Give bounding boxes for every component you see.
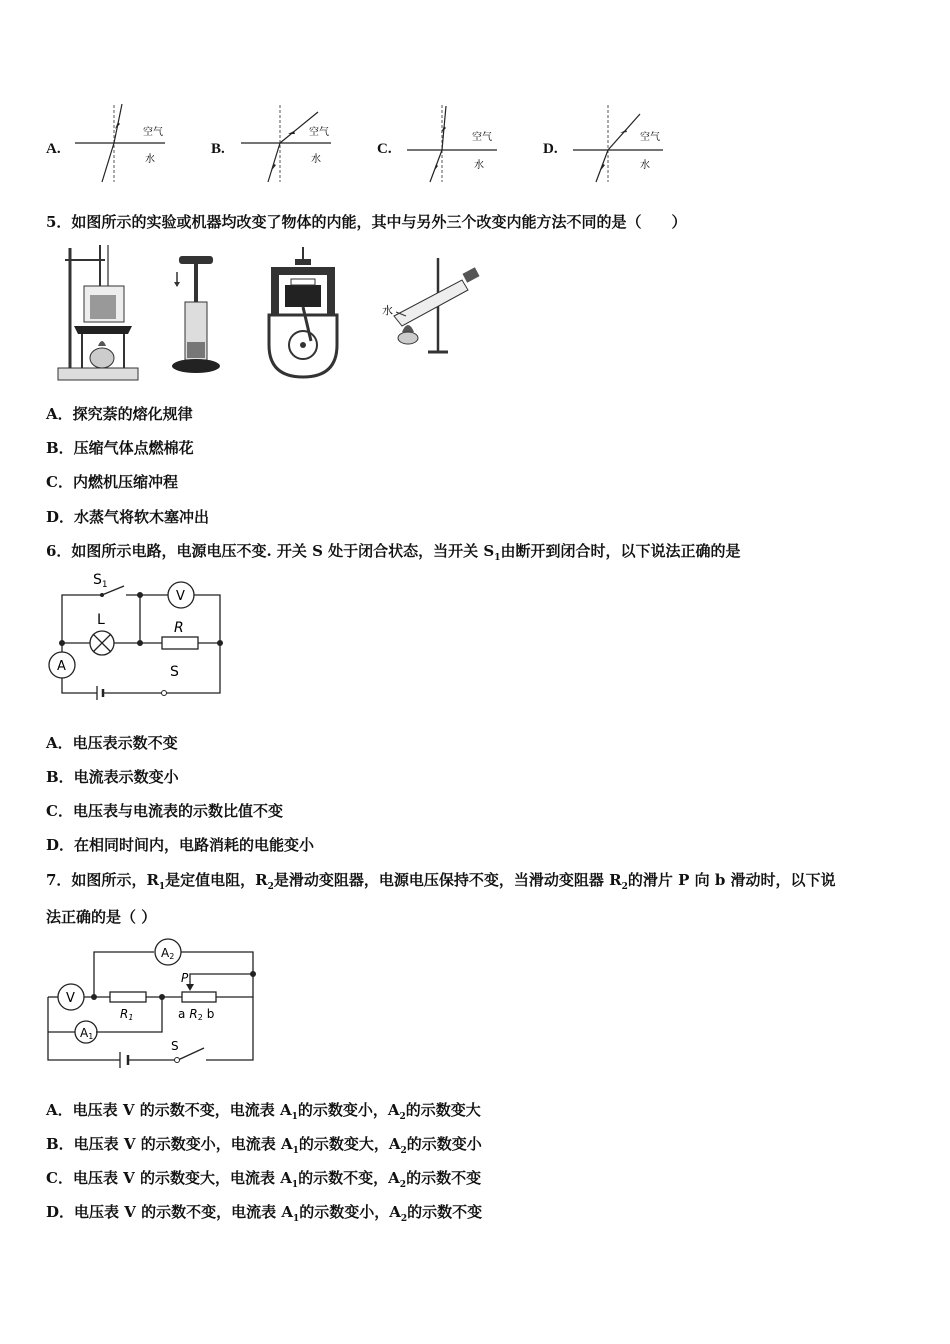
- q5-stem: 5．如图所示的实验或机器均改变了物体的内能，其中与另外三个改变内能方法不同的是（ ）: [46, 213, 687, 231]
- q4-option-a-diagram: [70, 100, 170, 185]
- q7-b-p4: 的示数变小: [406, 1135, 482, 1153]
- q7-d-p3: 2: [400, 1214, 408, 1224]
- q7-b-p2: 的示数变大，A: [298, 1135, 401, 1153]
- q5-water-label: 水: [382, 304, 393, 317]
- q6-s1-label: [93, 572, 108, 590]
- q6-voltmeter-label: V: [176, 589, 185, 604]
- q4-a-air-label: 空气: [143, 127, 163, 138]
- q6-option-c[interactable]: C．电压表与电流表的示数比值不变: [46, 802, 283, 820]
- q7-stem-p4: 是滑动变阻器，电源电压保持不变，当滑动变阻器 R: [273, 871, 622, 889]
- q6-ammeter-label: A: [57, 659, 66, 674]
- q7-r1-label: [120, 1007, 133, 1022]
- q7-slider-p-label: P: [181, 971, 189, 985]
- q6-circuit-diagram: [42, 568, 232, 703]
- q7-circuit-diagram: [40, 936, 265, 1068]
- q4-option-a-letter: A.: [46, 141, 61, 157]
- q7-b-p3: 2: [400, 1146, 407, 1156]
- q4-option-d-diagram: [568, 100, 668, 185]
- q7-voltmeter-label: V: [66, 991, 75, 1006]
- q7-r2-letter: R: [189, 1007, 198, 1021]
- q7-option-b[interactable]: [46, 1133, 482, 1156]
- q5-option-c[interactable]: C．内燃机压缩冲程: [46, 473, 178, 491]
- q4-option-d-letter: D.: [543, 141, 558, 157]
- q6-stem: [46, 540, 741, 563]
- q6-stem-part-a: 6．如图所示电路，电源电压不变. 开关 S 处于闭合状态，当开关 S: [46, 542, 495, 560]
- q4-option-c-diagram: [402, 100, 502, 185]
- q5-figure-engine-cylinder: [265, 245, 340, 380]
- q7-c-p2: 的示数不变，A: [298, 1169, 400, 1187]
- q4-d-air-label: 空气: [640, 132, 660, 143]
- q7-stem-line2: 法正确的是（ ）: [46, 908, 157, 926]
- q4-c-air-label: 空气: [472, 132, 492, 143]
- q7-c-p0: C．电压表 V 的示数变大，电流表 A: [46, 1169, 292, 1187]
- q4-c-water-label: 水: [474, 160, 484, 171]
- q5-option-b[interactable]: B．压缩气体点燃棉花: [46, 439, 194, 457]
- q6-s1-sub: 1: [101, 580, 108, 590]
- q7-a1-letter: A: [80, 1026, 89, 1040]
- q5-figure-steam-tube: [378, 250, 488, 360]
- q7-a1-sub: 1: [88, 1032, 94, 1041]
- q7-b-p0: B．电压表 V 的示数变小，电流表 A: [46, 1135, 293, 1153]
- q4-b-water-label: 水: [311, 154, 321, 165]
- q7-r1-letter: R: [120, 1007, 129, 1021]
- q4-a-water-label: 水: [145, 154, 155, 165]
- q5-option-d[interactable]: D．水蒸气将软木塞冲出: [46, 508, 210, 526]
- q7-r2-label: [178, 1007, 214, 1022]
- q7-r2-sub: 2: [197, 1013, 203, 1022]
- q7-a-p1: 1: [291, 1112, 298, 1122]
- q6-option-a[interactable]: A．电压表示数不变: [46, 734, 178, 752]
- q7-stem-line1: [46, 869, 836, 892]
- q4-d-water-label: 水: [640, 160, 650, 171]
- q7-option-d[interactable]: [46, 1201, 482, 1224]
- q6-option-b[interactable]: B．电流表示数变小: [46, 768, 179, 786]
- q5-option-a[interactable]: A．探究萘的熔化规律: [46, 405, 193, 423]
- q7-a-p4: 的示数变大: [405, 1101, 481, 1119]
- q7-d-p4: 的示数不变: [407, 1203, 483, 1221]
- q7-switch-s-label: S: [171, 1039, 179, 1053]
- q7-a1-label: [80, 1026, 93, 1041]
- q7-a2-label: [161, 946, 174, 961]
- q6-stem-part-b: 由断开到闭合时，以下说法正确的是: [500, 542, 741, 560]
- q7-stem-p1: 1: [158, 882, 166, 892]
- q7-stem-p5: 2: [621, 882, 628, 892]
- q7-d-p0: D．电压表 V 的示数不变，电流表 A: [46, 1203, 293, 1221]
- q7-option-c[interactable]: [46, 1167, 481, 1190]
- q7-a2-letter: A: [161, 946, 170, 960]
- q7-c-p1: 1: [291, 1180, 299, 1190]
- q6-stem-sub: 1: [494, 553, 501, 563]
- q4-option-b-letter: B.: [211, 141, 225, 157]
- q7-r1-sub: 1: [128, 1013, 134, 1022]
- q5-figure-melting-apparatus: [50, 240, 145, 385]
- q7-r2-a: a: [178, 1007, 186, 1021]
- q6-option-d[interactable]: D．在相同时间内，电路消耗的电能变小: [46, 836, 315, 854]
- q7-stem-p6: 的滑片 P 向 b 滑动时，以下说: [627, 871, 836, 889]
- q7-stem-p3: 2: [267, 882, 274, 892]
- q6-switch-s-label: S: [170, 664, 179, 680]
- q6-lamp-label: L: [97, 612, 105, 628]
- q6-s1-letter: S: [93, 572, 102, 588]
- q7-option-a[interactable]: [46, 1099, 481, 1122]
- q7-a-p3: 2: [399, 1112, 406, 1122]
- q7-c-p4: 的示数不变: [406, 1169, 482, 1187]
- q7-stem-p0: 7．如图所示，R: [46, 871, 159, 889]
- q7-c-p3: 2: [399, 1180, 407, 1190]
- q5-figure-compression-syringe: [165, 252, 225, 377]
- q7-stem-p2: 是定值电阻，R: [165, 871, 268, 889]
- q6-resistor-label: R: [174, 620, 184, 636]
- q7-d-p2: 的示数变小，A: [299, 1203, 401, 1221]
- q7-a-p0: A．电压表 V 的示数不变，电流表 A: [46, 1101, 292, 1119]
- q7-a-p2: 的示数变小，A: [297, 1101, 400, 1119]
- q7-b-p1: 1: [292, 1146, 299, 1156]
- q4-b-air-label: 空气: [309, 127, 329, 138]
- q7-r2-b: b: [206, 1007, 215, 1021]
- q4-option-b-diagram: [236, 100, 336, 185]
- q7-a2-sub: 2: [169, 952, 175, 961]
- q4-option-c-letter: C.: [377, 141, 392, 157]
- q7-d-p1: 1: [292, 1214, 300, 1224]
